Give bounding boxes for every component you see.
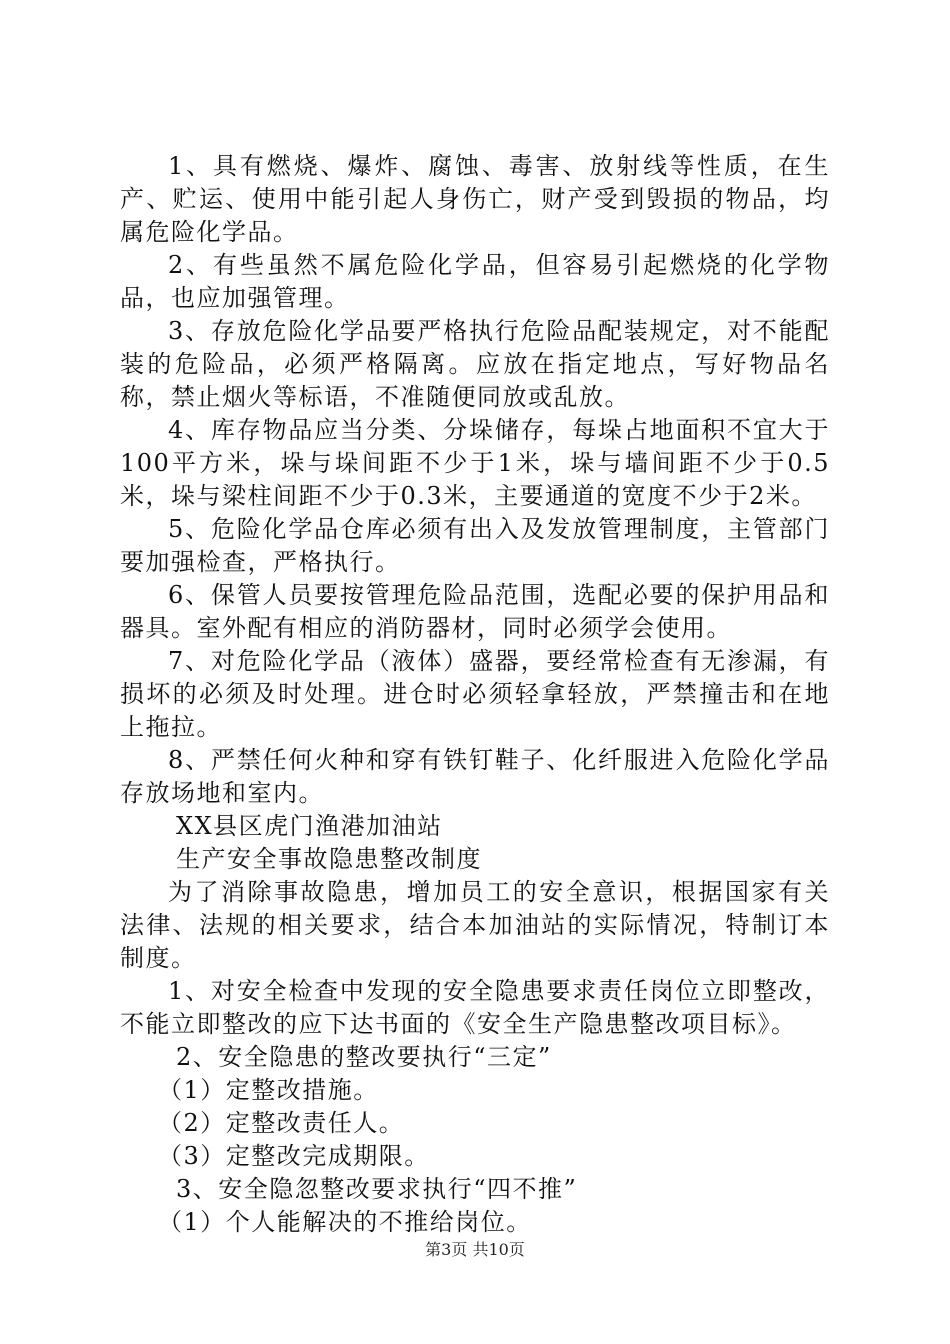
- org-name: XX县区虎门渔港加油站: [176, 812, 443, 840]
- document-body: [120, 150, 830, 1239]
- paragraph-2: 2、有些虽然不属危险化学品，但容易引起燃烧的化学物品，也应加强管理。: [120, 251, 830, 312]
- paragraph-4: 4、库存物品应当分类、分垛储存，每垛占地面积不宜大于100平方米，垛与垛间距不少于1米，垛与墙间距不少于0.5米，垛与梁柱间距不少于0.3米，主要通道的宽度不少于2米。: [120, 416, 830, 510]
- page-footer: 第3页 共10页: [425, 1240, 525, 1259]
- three-fixed-item-3: （3）定整改完成期限。: [158, 1142, 430, 1170]
- intro-paragraph: 为了消除事故隐患，增加员工的安全意识，根据国家有关法律、法规的相关要求，结合本加油站的实际情况，特制订本制度。: [120, 878, 830, 972]
- paragraph-7: 7、对危险化学品（液体）盛器，要经常检查有无渗漏，有损坏的必须及时处理。进仓时必须轻拿轻放，严禁撞击和在地上拖拉。: [120, 647, 830, 741]
- three-fixed-item-1: （1）定整改措施。: [158, 1076, 379, 1104]
- rectification-item-2: 2、安全隐患的整改要执行“三定”: [176, 1043, 552, 1071]
- four-no-title: 3、安全隐忽整改要求执行“四不推”: [176, 1175, 578, 1203]
- rectification-item-1: 1、对安全检查中发现的安全隐患要求责任岗位立即整改，不能立即整改的应下达书面的《安全生产隐患整改项目标》。: [120, 977, 830, 1038]
- three-fixed-item-2: （2）定整改责任人。: [158, 1109, 405, 1137]
- paragraph-3: 3、存放危险化学品要严格执行危险品配装规定，对不能配装的危险品，必须严格隔离。应放在指定地点，写好物品名称，禁止烟火等标语，不准随便同放或乱放。: [120, 317, 830, 411]
- section-title: 生产安全事故隐患整改制度: [176, 845, 482, 873]
- paragraph-6: 6、保管人员要按管理危险品范围，选配必要的保护用品和器具。室外配有相应的消防器材，同时必须学会使用。: [120, 581, 830, 642]
- paragraph-8: 8、严禁任何火种和穿有铁钉鞋子、化纤服进入危险化学品存放场地和室内。: [120, 746, 830, 807]
- four-no-item-1: （1）个人能解决的不推给岗位。: [158, 1208, 532, 1236]
- paragraph-1: 1、具有燃烧、爆炸、腐蚀、毒害、放射线等性质，在生产、贮运、使用中能引起人身伤亡，财产受到毁损的物品，均属危险化学品。: [120, 152, 830, 246]
- paragraph-5: 5、危险化学品仓库必须有出入及发放管理制度，主管部门要加强检查，严格执行。: [120, 515, 830, 576]
